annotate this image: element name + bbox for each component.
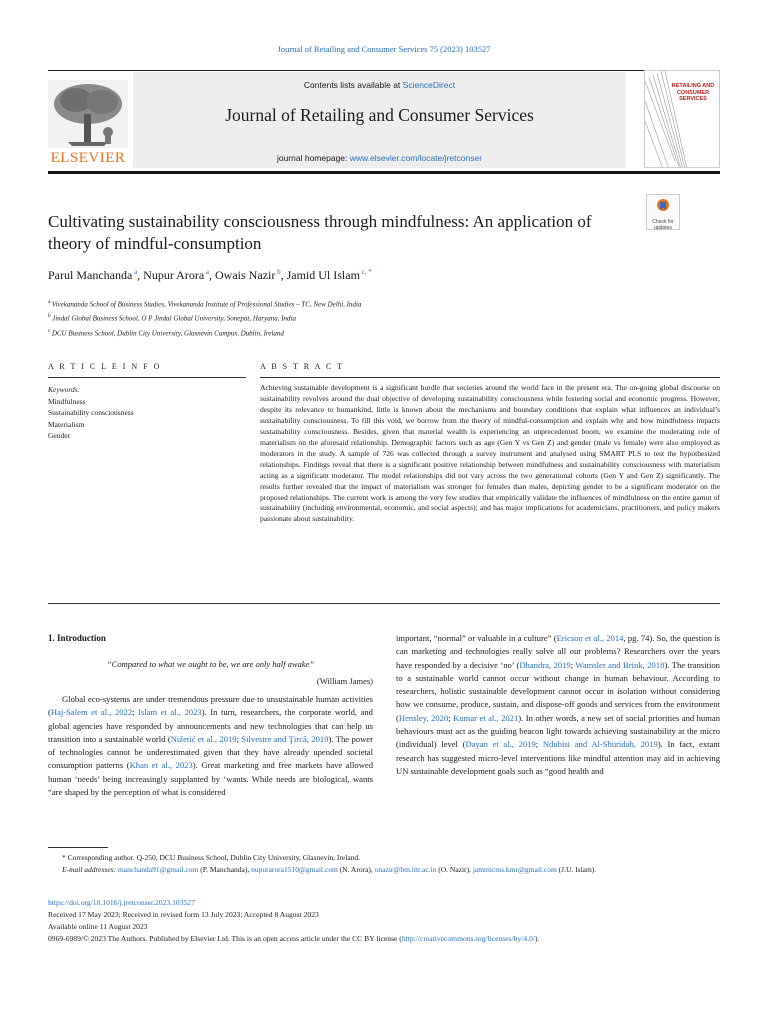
body-text: ;	[448, 712, 454, 723]
body-text: (N. Arora),	[337, 865, 375, 874]
citation-link[interactable]: manchanda91@gmail.com	[117, 865, 199, 874]
article-info-heading: A R T I C L E I N F O	[48, 362, 162, 371]
affiliation-text: DCU Business School, Dublin City University, Glasnevin Campus, Dublin, Ireland	[51, 328, 284, 337]
running-header[interactable]: Journal of Retailing and Consumer Services 75 (2023) 103527	[277, 44, 491, 54]
citation-link[interactable]: Haj-Salem et al., 2022	[50, 707, 133, 718]
homepage-line	[133, 153, 626, 163]
email-addresses	[48, 864, 720, 876]
author-list: Parul Manchanda $^a$, Nupur Arora $^a$, Owais Nazir $^b$, Jamid Ul Islam $^{c, *}$	[48, 268, 372, 282]
journal-title: Journal of Retailing and Consumer Services	[225, 105, 534, 125]
body-text: ). In fact, extant research has suggested micro-level interventions like mindful attention may aid in achieving UN sustainable development goals such as “good health and	[396, 739, 720, 776]
article-info-rule	[48, 377, 246, 378]
body-text: ). Great marketing and free markets have allowed human ‘needs’ being increasingly supplanted by ‘wants. While needs are biological, wants “are shaped by the perception of what is considered	[48, 760, 374, 798]
header-rule	[48, 70, 720, 71]
doi-link[interactable]: https://doi.org/10.1016/j.jretconser.2023.103527	[48, 898, 195, 907]
affiliation-marker: b	[48, 313, 53, 320]
body-text: ). In turn, researchers, the corporate world, and global agencies have responded by announcements and new technologies that can help us transition into a sustainable world (	[48, 707, 373, 744]
citation-link[interactable]: Dayan et al., 2019	[465, 739, 536, 750]
body-text: ). The power of technologies cannot be underestimated given that they have already upended societal consumption patterns (	[48, 733, 373, 771]
body-text: ). In other words, a new set of social priorities and human behaviours must act as the guiding beacon light towards achieving sustainability at the micro (individual) level (	[396, 712, 721, 750]
body-text: (O. Nazir),	[436, 865, 473, 874]
body-text: Global eco-systems are under tremendous pressure due to unsustainable human activities (	[48, 694, 373, 718]
license-link[interactable]: http://creativecommons.org/licenses/by/4.0/	[401, 934, 535, 943]
body-text: ). The transition to a sustainable world cannot occur without change in human behaviour. According to researchers, holistic sustainable development cannot occur in isolation without considering how we consume, produce, sustain, and dispose-off goods and services from the environment (	[396, 659, 720, 723]
homepage-link[interactable]: www.elsevier.com/locate/jretconser	[349, 153, 483, 163]
email-label: E-mail addresses:	[62, 865, 117, 874]
citation-link[interactable]: jammicms.kmr@gmail.com	[472, 865, 557, 874]
body-text: ;	[570, 659, 576, 670]
author-name[interactable]: Owais Nazir	[215, 268, 276, 282]
affiliation-item	[48, 310, 361, 324]
abstract-heading: A B S T R A C T	[260, 362, 345, 371]
citation-link[interactable]: nupurarora1510@gmail.com	[251, 865, 338, 874]
author-affiliation-marker[interactable]: a	[204, 268, 210, 276]
intro-paragraph-left	[48, 693, 373, 799]
keyword-item: Mindfulness	[48, 396, 86, 406]
elsevier-wordmark: ELSEVIER	[50, 150, 126, 166]
body-text: , pg. 74). So, the question is can marketing and technologies really solve all our problems? Researchers over the years have responded by a decisive ‘no’ (	[396, 633, 721, 670]
received-dates: Received 17 May 2023; Received in revised form 13 July 2023; Accepted 8 August 2023	[48, 910, 319, 919]
affiliation-text: Jindal Global Business School, O P Jindal Global University, Sonepat, Haryana, India	[52, 314, 297, 323]
body-text: (J.U. Islam).	[556, 865, 597, 874]
article-title: Cultivating sustainability consciousness through mindfulness: An application of theory of mindful-consumption	[48, 212, 592, 253]
sciencedirect-link[interactable]: ScienceDirect	[402, 80, 456, 90]
citation-link[interactable]: Wamsler and Brink, 2018	[575, 659, 665, 670]
available-online: Available online 11 August 2023	[48, 922, 148, 931]
footnote-rule	[48, 847, 108, 848]
citation-link[interactable]: Nižetić et al., 2019	[170, 733, 237, 744]
keywords-label: Keywords:	[48, 385, 81, 394]
citation-link[interactable]: Ericson et al., 2014	[556, 633, 624, 643]
publication-info	[48, 897, 720, 945]
citation-link[interactable]: onazir@bm.iitr.ac.in	[374, 865, 437, 874]
author-affiliation-marker[interactable]: b	[275, 268, 281, 276]
affiliation-list	[48, 296, 361, 339]
author-name[interactable]: Nupur Arora	[143, 268, 205, 282]
introduction-heading: 1. Introduction	[48, 633, 106, 643]
citation-link[interactable]: Kumar et al., 2021	[453, 712, 519, 723]
bookmark-icon	[656, 198, 670, 214]
author-affiliation-marker[interactable]: a	[132, 268, 138, 276]
email-list	[118, 865, 596, 874]
keyword-item: Materialism	[48, 419, 85, 429]
citation-link[interactable]: Dhandra, 2019	[519, 659, 571, 670]
contents-line	[133, 80, 626, 90]
abstract-bottom-rule	[48, 603, 720, 604]
corresponding-author-note: * Corresponding author. Q-250, DCU Business School, Dublin City University, Glasnevin, Ireland.	[62, 853, 361, 862]
keywords-block	[48, 384, 134, 442]
license-prefix: 0969-6989/© 2023 The Authors. Published by Elsevier Ltd. This is an open access article under the CC BY license (	[48, 934, 402, 943]
check-updates-label: Check for updates	[652, 219, 674, 231]
check-for-updates-button[interactable]	[646, 194, 680, 230]
epigraph-attribution: (William James)	[316, 676, 373, 686]
cover-title: RETAILING AND CONSUMER SERVICES	[671, 83, 715, 102]
citation-link[interactable]: Islam et al., 2023	[138, 707, 202, 718]
author-affiliation-marker[interactable]: c, *	[359, 268, 372, 276]
body-text: ;	[535, 739, 543, 750]
citation-link[interactable]: Hensley, 2020	[398, 712, 449, 723]
contents-prefix: Contents lists available at	[303, 80, 403, 90]
footnotes	[48, 852, 720, 876]
body-text: (P. Manchanda),	[198, 865, 252, 874]
keyword-item: Gender	[48, 431, 71, 440]
citation-link[interactable]: Ndubisi and Al-Shuridah, 2019	[542, 739, 658, 750]
abstract-rule	[260, 377, 720, 378]
keyword-item: Sustainability consciousness	[48, 408, 134, 417]
citation-link[interactable]: Khan et al., 2023	[129, 760, 193, 771]
license-line	[48, 933, 720, 945]
affiliation-text: Vivekananda School of Business Studies, Vivekananda Institute of Professional Studies – TC, New Delhi, India	[51, 300, 362, 309]
affiliation-item	[48, 296, 361, 310]
body-text: ;	[236, 733, 242, 744]
author-name[interactable]: Jamid Ul Islam	[286, 268, 360, 282]
citation-link[interactable]: Silvestre and Ţircă, 2019	[241, 733, 329, 744]
affiliation-item	[48, 325, 361, 339]
author-name[interactable]: Parul Manchanda	[48, 268, 133, 282]
header-rule-thick	[48, 171, 720, 174]
affiliation-marker: c	[48, 327, 52, 334]
journal-cover-thumbnail[interactable]	[644, 70, 720, 168]
intro-paragraph-right	[396, 632, 720, 778]
body-text: important, “normal” or valuable in a culture” (	[396, 633, 557, 643]
body-text: ;	[132, 707, 139, 718]
affiliation-marker: a	[48, 299, 52, 305]
epigraph-quote: “Compared to what we ought to be, we are only half awake”	[106, 659, 315, 669]
abstract-text: Achieving sustainable development is a significant hurdle that societies around the world face in the present era. The on-going global discourse on sustainability revolves around the dual objective of developing sustainability consciousness while fostering social and economic progress. However, despite its relevance to humankind, little is known about the mechanisms and boundary conditions that explain what influences an individual’s sustainability consciousness. To fill this void, we borrow from the theory of mindful-consumption and explain why and how mindfulness impacts sustainability consciousness. Besides, given that material wealth is experiencing an unprecedented boom, we examine the moderating role of materialism on the aforesaid relationship. Demographic factors such as age (Gen Y vs Gen Z) and gender (male vs female) were also employed as moderators in the study. A sample of 726 was collected through a survey instrument and analysed using SMART PLS to test the hypothesized relationships. Findings reveal that there is a significant positive relationship between mindfulness and sustainability consciousness with materialism acting as a significant moderator. The model relationships did not vary across the two generational cohorts (Gen Y and Gen Z) significantly. The results further revealed that the impact of materialism was stronger for females than males, depicting gender to be a significant moderator on the proposed relationships. The current work is among the very few studies that empirically validate the influences of mindfulness on the entire gamut of sustainability (including environmental, economic, and social aspects); and has major implications for academicians, practitioners, and policy makers passionate about sustainability.	[260, 383, 720, 524]
license-suffix: ).	[534, 934, 540, 943]
homepage-prefix: journal homepage:	[276, 153, 350, 163]
